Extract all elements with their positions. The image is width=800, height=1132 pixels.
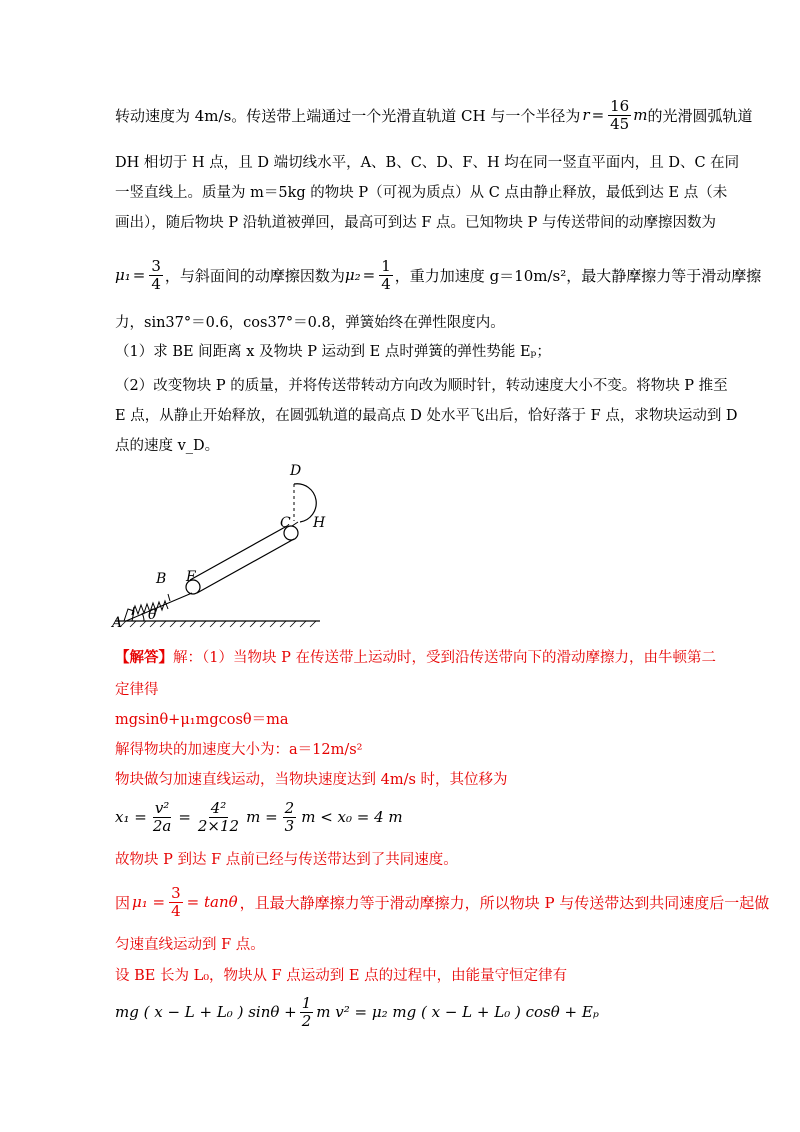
problem-line-4: 画出），随后物块 P 沿轨道被弹回，最高可到达 F 点。已知物块 P 与传送带间的动摩擦因数为 bbox=[115, 215, 716, 231]
label-d: D bbox=[290, 463, 302, 479]
eq2-num: 1 bbox=[301, 994, 312, 1012]
problem-line-2: DH 相切于 H 点，且 D 端切线水平，A、B、C、D、F、H 均在同一竖直平面内，且 D、C 在同 bbox=[115, 155, 740, 171]
track-ch bbox=[292, 522, 298, 526]
mu1-fraction bbox=[169, 885, 183, 919]
mu1-symbol: μ₁ bbox=[115, 266, 131, 284]
eq1-fraction-1 bbox=[151, 800, 174, 834]
answer-tag: 【解答】 bbox=[115, 649, 173, 666]
eq1-equals: = bbox=[178, 808, 191, 826]
tan-theta: = tanθ bbox=[186, 893, 238, 911]
answer-line-4: 解得物块的加速度大小为：a＝12m/s² bbox=[115, 742, 363, 758]
problem-line-1: 转动速度为 4m/s。传送带上端通过一个光滑直轨道 CH 与一个半径为 r = $\frac{16}{45}$ m 的光滑圆弧轨道 bbox=[115, 97, 753, 133]
mu1-denominator: 4 bbox=[151, 274, 161, 293]
answer-text: ，且最大静摩擦力等于滑动摩擦力，所以物块 P 与传送带达到共同速度后一起做 bbox=[239, 893, 770, 912]
question-1: （1）求 BE 间距离 x 及物块 P 运动到 E 点时弹簧的弹性势能 Eₚ； bbox=[115, 344, 551, 360]
eq1-mid: m = bbox=[246, 808, 278, 826]
mu2-numerator: 1 bbox=[381, 257, 391, 275]
label-h: H bbox=[313, 515, 326, 531]
answer-line-8: 匀速直线运动到 F 点。 bbox=[115, 937, 265, 953]
mu1-numerator: 3 bbox=[151, 257, 161, 275]
l7-den: 4 bbox=[171, 901, 181, 920]
label-b: B bbox=[156, 571, 167, 587]
conveyor-belt bbox=[186, 526, 298, 594]
eq1-rhs: m < x₀ = 4 m bbox=[301, 808, 403, 826]
mu1-fraction bbox=[149, 258, 163, 292]
radius-denominator: 45 bbox=[610, 114, 630, 133]
answer-line-5: 物块做匀加速直线运动，当物块速度达到 4m/s 时，其位移为 bbox=[115, 772, 508, 788]
problem-text: ，与斜面间的动摩擦因数为 bbox=[164, 266, 345, 285]
question-2-line-2: E 点，从静止开始释放，在圆弧轨道的最高点 D 处水平飞出后，恰好落于 F 点，求物块运动到 D bbox=[115, 408, 738, 424]
angle-arc bbox=[142, 613, 144, 621]
eq1-lhs: x₁ = bbox=[115, 808, 147, 826]
answer-line-6: 故物块 P 到达 F 点前已经与传送带达到了共同速度。 bbox=[115, 852, 458, 868]
equation-energy bbox=[115, 995, 599, 1029]
eq1-fraction-3 bbox=[283, 800, 297, 834]
problem-line-3: 一竖直线上。质量为 m＝5kg 的物块 P（可视为质点）从 C 点由静止释放，最低到达 E 点（未 bbox=[115, 185, 728, 201]
mu2-symbol: μ₂ bbox=[344, 266, 361, 284]
problem-line-6: 力，sin37°＝0.6，cos37°＝0.8，弹簧始终在弹性限度内。 bbox=[115, 315, 505, 331]
eq2-part-a: mg ( x − L + L₀ ) sinθ + bbox=[115, 1003, 297, 1021]
answer-line-1 bbox=[115, 648, 716, 668]
problem-text: 的光滑圆弧轨道 bbox=[647, 106, 753, 125]
radius-symbol: r bbox=[582, 106, 590, 124]
eq2-part-b: m v² = μ₂ mg ( x − L + L₀ ) cosθ + Eₚ bbox=[316, 1003, 599, 1021]
radius-fraction bbox=[608, 98, 631, 132]
problem-line-5: μ₁ = $\frac{3}{4}$ ，与斜面间的动摩擦因数为 μ₂ = $\frac{1}{4}$ ，重力加速度 g＝10m/s²，最大静摩擦力等于滑动摩擦 bbox=[115, 257, 762, 293]
question-2-line-1: （2）改变物块 P 的质量，并将传送带转动方向改为顺时针，转动速度大小不变。将物块 P 推至 bbox=[115, 378, 728, 394]
l7-num: 3 bbox=[171, 884, 181, 902]
eq2-den: 2 bbox=[301, 1011, 312, 1030]
eq1-f2-num: 4² bbox=[210, 799, 227, 817]
radius-unit: m bbox=[633, 106, 648, 124]
question-2-line-3: 点的速度 v_D。 bbox=[115, 438, 220, 454]
eq1-fraction-2 bbox=[196, 800, 241, 834]
eq1-f1-num: v² bbox=[154, 799, 170, 817]
physics-diagram bbox=[110, 455, 340, 635]
equation-displacement bbox=[115, 800, 403, 834]
answer-text: 因 bbox=[115, 893, 131, 912]
eq1-f3-num: 2 bbox=[284, 799, 295, 817]
label-c: C bbox=[280, 515, 291, 531]
answer-line-3: mgsinθ+μ₁mgcosθ＝ma bbox=[115, 712, 289, 728]
eq1-f3-den: 3 bbox=[284, 816, 295, 835]
label-f: F bbox=[186, 569, 196, 585]
eq2-fraction bbox=[300, 995, 314, 1029]
eq1-f2-den: 2×12 bbox=[197, 816, 240, 835]
label-theta: θ bbox=[148, 607, 157, 623]
mu2-fraction bbox=[379, 258, 393, 292]
problem-text: 转动速度为 4m/s。传送带上端通过一个光滑直轨道 CH 与一个半径为 bbox=[115, 106, 581, 125]
answer-line-9: 设 BE 长为 L₀，物块从 F 点运动到 E 点的过程中，由能量守恒定律有 bbox=[115, 968, 568, 984]
radius-numerator: 16 bbox=[610, 97, 630, 115]
mu1-symbol: μ₁ = bbox=[132, 893, 166, 911]
answer-text: 解：（1）当物块 P 在传送带上运动时，受到沿传送带向下的滑动摩擦力，由牛顿第二 bbox=[173, 650, 716, 666]
answer-line-2: 定律得 bbox=[115, 682, 159, 698]
eq1-f1-den: 2a bbox=[152, 816, 172, 835]
problem-text: ，重力加速度 g＝10m/s²，最大静摩擦力等于滑动摩擦 bbox=[394, 266, 762, 285]
label-a: A bbox=[112, 615, 123, 631]
mu2-denominator: 4 bbox=[381, 274, 391, 293]
answer-line-7 bbox=[115, 885, 769, 919]
